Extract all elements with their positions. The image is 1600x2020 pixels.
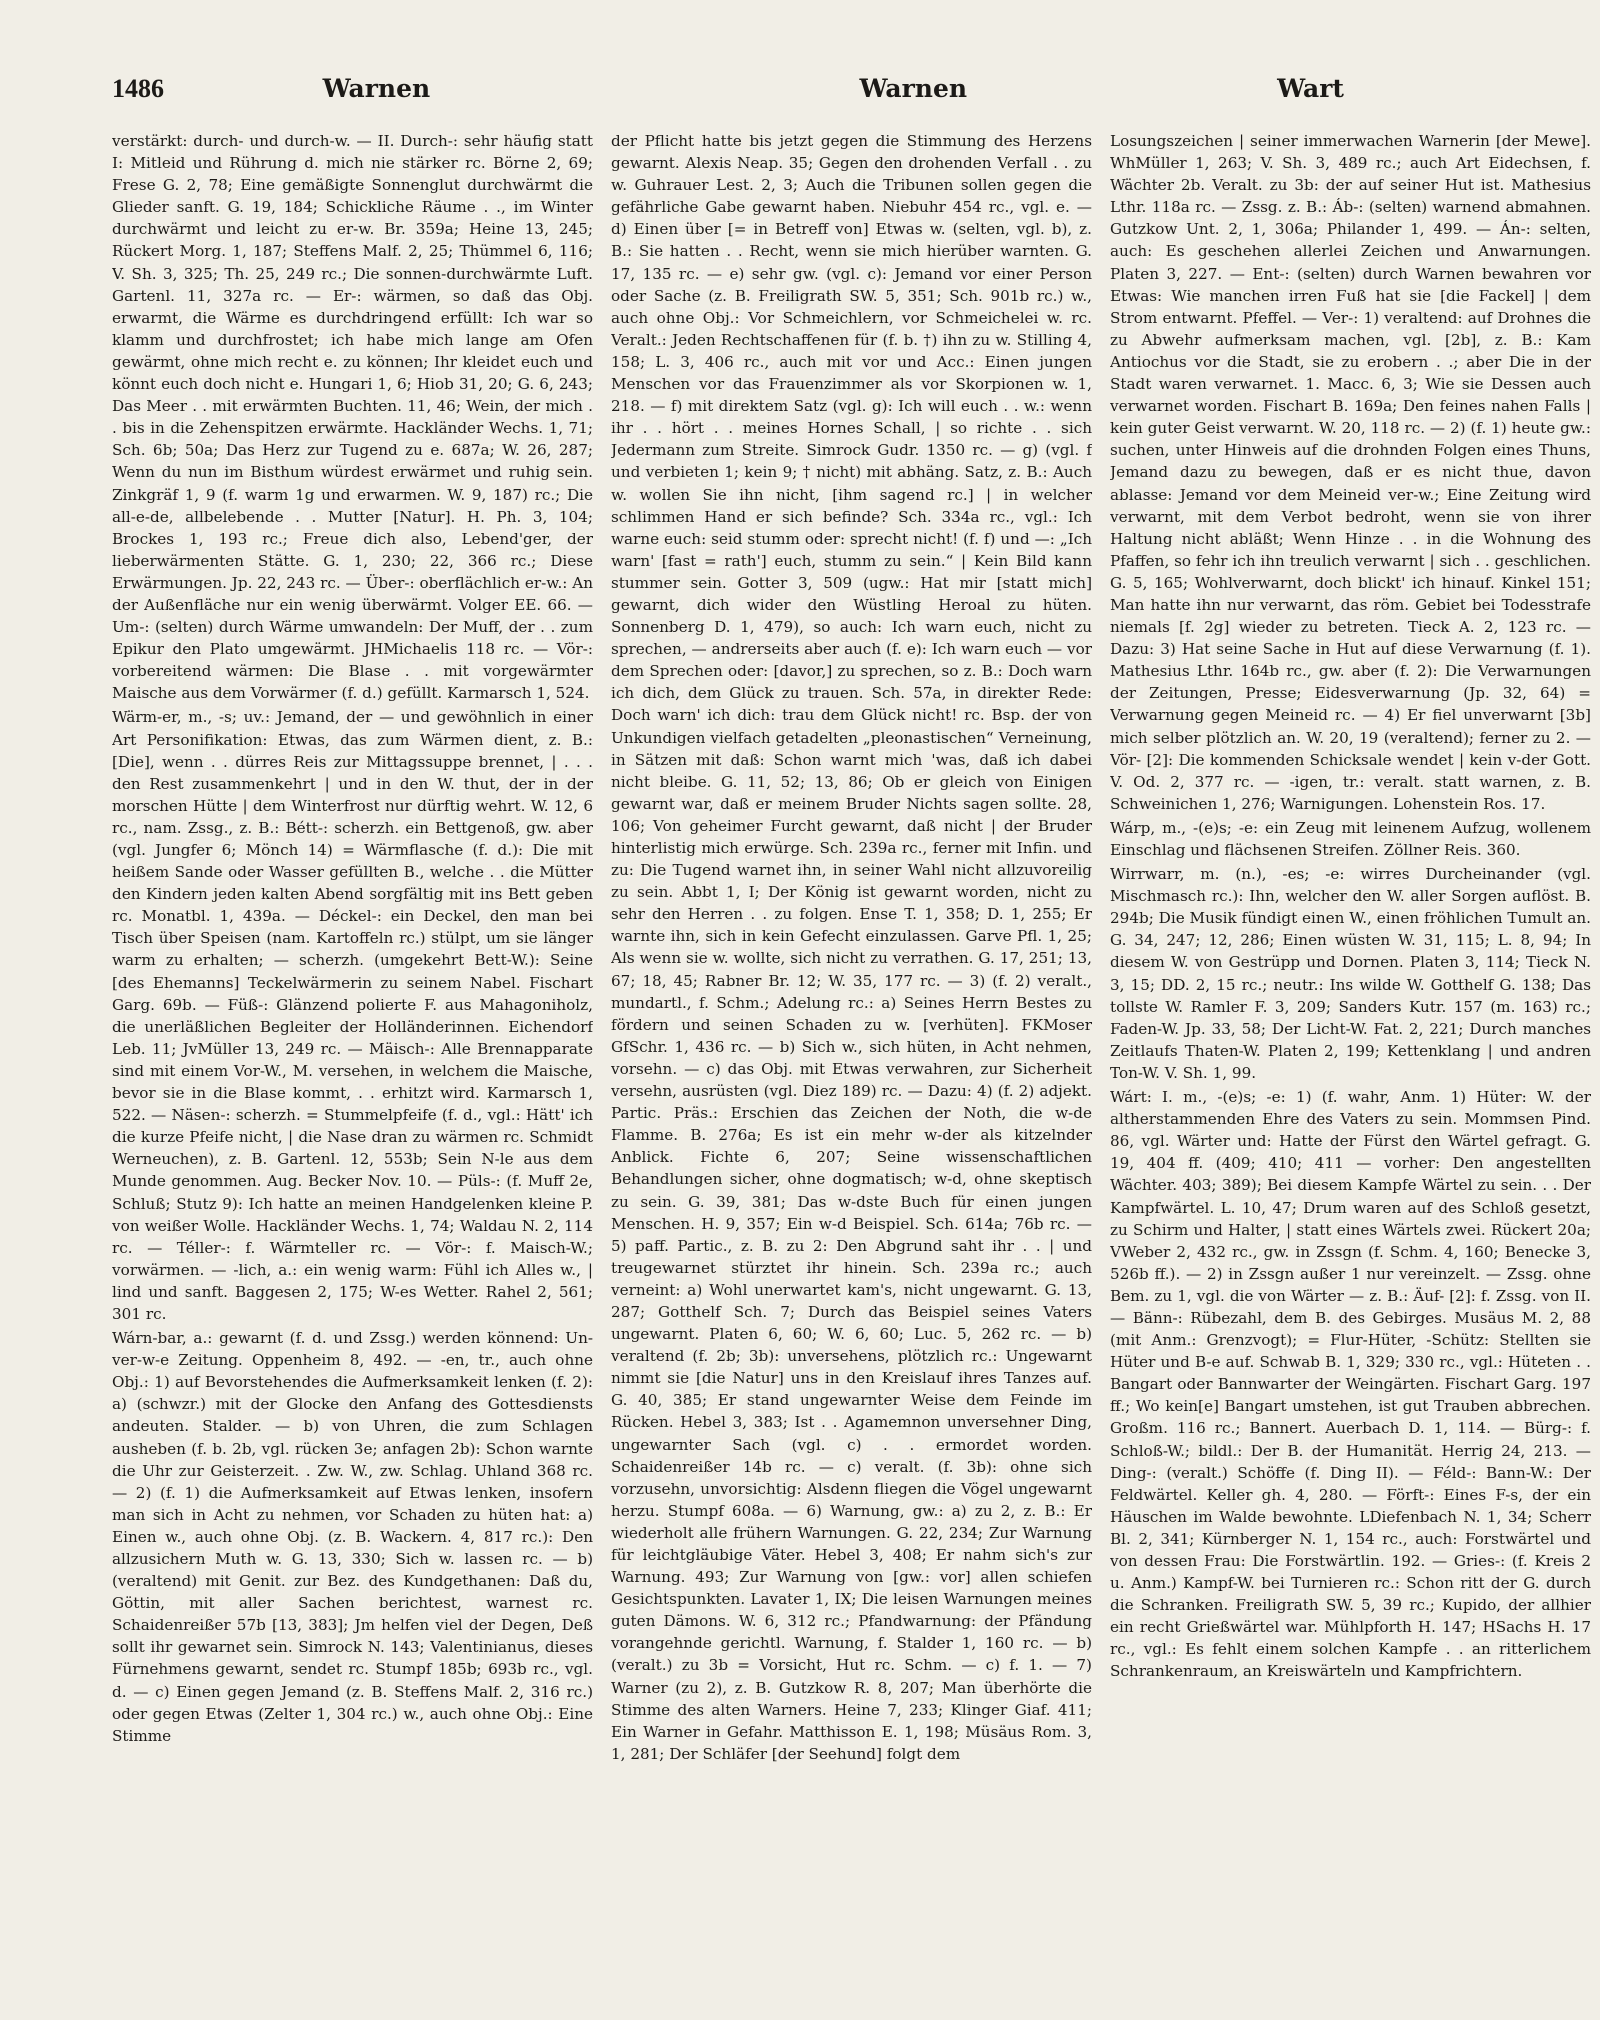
entry-paragraph: Wárt: I. m., -(e)s; -e: 1) (f. wahr, Anm. 1) Hüter: W. der altherstammenden Ehre des Vaters zu sein. Mommsen Pind. 86, vgl. Wärter und: Hatte der Fürst den Wärtel gefragt. G. 19, 404 ff. (409; 410; 411 — vorher: Den angestellten Wächter. 403; 389); Bei diesem Kampfe Wärtel zu sein. . . Der Kampfwärtel. L. 10, 47; Drum waren auf des Schloß gesetzt, zu Schirm und Halter, | statt eines Wärtels zwei. Rückert 20a; VWeber 2, 432 rc., gw. in Zssgn (f. Schm. 4, 160; Benecke 3, 526b ff.). — 2) in Zssgn außer 1 nur vereinzelt. — Zssg. ohne Bem. zu 1, vgl. die von Wärter — z. B.: Äuf- [2]: f. Zssg. von II. — Bänn-: Rübezahl, dem B. des Gebirges. Musäus M. 2, 88 (mit Anm.: Grenzvogt); = Flur-Hüter, -Schütz: Stellten sie Hüter und B-e auf. Schwab B. 1, 329; 330 rc., vgl.: Hüteten . . Bangart oder Bannwarter der Weingärten. Fischart Garg. 197 ff.; Wo kein[e] Bangart umstehen, ist gut Trauben abbrechen. Großm. 116 rc.; Bannert. Auerbach D. 1, 114. — Bürg-: f. Schloß-W.; bildl.: Der B. der Humanität. Herrig 24, 213. — Ding-: (veralt.) Schöffe (f. Ding II). — Féld-: Bann-W.: Der Feldwärtel. Keller gh. 4, 280. — Förft-: Eines F-s, der ein Häuschen im Walde bewohnte. LDiefenbach N. 1, 34; Scherr Bl. 2, 341; Kürnberger N. 1, 154 rc., auch: Forstwärtel und von dessen Frau: Die Forstwärtlin. 192. — Gries-: (f. Kreis 2 u. Anm.) Kampf-W. bei Turnieren rc.: Schon ritt der G. durch die Schranken. Freiligrath SW. 5, 39 rc.; Kupido, der allhier ein recht Grießwärtel war. Mühlpforth H. 147; HSachs H. 17 rc., vgl.: Es fehlt einem solchen Kampfe . . an ritterlichem Schrankenraum, an Kreiswärteln und Kampfrichtern. (1110, 1088, 1591, 1681)
entry-paragraph: Wárn-bar, a.: gewarnt (f. d. und Zssg.) werden könnend: Un-ver-w-e Zeitung. Oppenheim 8, 492. — -en, tr., auch ohne Obj.: 1) auf Bevorstehendes die Aufmerksamkeit lenken (f. 2): a) (schwzr.) mit der Glocke den Anfang des Gottesdiensts andeuten. Stalder. — b) von Uhren, die zum Schlagen ausheben (f. b. 2b, vgl. rücken 3e; anfagen 2b): Schon warnte die Uhr zur Geisterzeit. . Zw. W., zw. Schlag. Uhland 368 rc. — 2) (f. 1) die Aufmerksamkeit auf Etwas lenken, insofern man sich in Acht zu nehmen, vor Schaden zu hüten hat: a) Einen w., auch ohne Obj. (z. B. Wackern. 4, 817 rc.): Den allzusichern Muth w. G. 13, 330; Sich w. lassen rc. — b) (veraltend) mit Genit. zur Bez. des Kundgethanen: Daß du, Göttin, mit aller Sachen berichtest, warnest rc. Schaidenreißer 57b [13, 383]; Jm helfen viel der Degen, Deß sollt ihr gewarnet sein. Simrock N. 143; Valentinianus, dieses Fürnehmens gewarnt, sendet rc. Stumpf 185b; 693b rc., vgl. d. — c) Einen gegen Jemand (z. B. Steffens Malf. 2, 316 rc.) oder gegen Etwas (Zelter 1, 304 rc.) w., auch ohne Obj.: Eine Stimme (112, 1329, 593, 1745)
entry-paragraph: verstärkt: durch- und durch-w. — II. Durch-: sehr häufig statt I: Mitleid und Rührung d. mich nie stärker rc. Börne 2, 69; Frese G. 2, 78; Eine gemäßigte Sonnenglut durchwärmt die Glieder sanft. G. 19, 184; Schickliche Räume . ., im Winter durchwärmt und leicht zu er-w. Br. 359a; Heine 13, 245; Rückert Morg. 1, 187; Steffens Malf. 2, 25; Thümmel 6, 116; V. Sh. 3, 325; Th. 25, 249 rc.; Die sonnen-durchwärmte Luft. Gartenl. 11, 327a rc. — Er-: wärmen, so daß das Obj. erwarmt, die Wärme es durchdringend erfüllt: Ich war so klamm und durchfrostet; ich habe mich lange am Ofen gewärmt, ohne mich recht e. zu können; Ihr kleidet euch und könnt euch doch nicht e. Hungari 1, 6; Hiob 31, 20; G. 6, 243; Das Meer . . mit erwärmten Buchten. 11, 46; Wein, der mich . . bis in die Zehenspitzen erwärmte. Hackländer Wechs. 1, 71; Sch. 6b; 50a; Das Herz zur Tugend zu e. 687a; W. 26, 287; Wenn du nun im Bisthum würdest erwärmet und ruhig sein. Zinkgräf 1, 9 (f. warm 1g und erwarmen. W. 9, 187) rc.; Die all-e-de, allbelebende . . Mutter [Natur]. H. Ph. 3, 104; Brockes 1, 193 rc.; Freue dich also, Lebend'ger, der lieberwärmenten Stätte. G. 1, 230; 22, 366 rc.; Diese Erwärmungen. Jp. 22, 243 rc. — Über-: oberflächlich er-w.: An der Außenfläche nur ein wenig überwärmt. Volger EE. 66. — Um-: (selten) durch Wärme umwandeln: Der Muff, der . . zum Epikur den Plato umgewärmt. JHMichaelis 118 rc. — Vör-: vorbereitend wärmen: Die Blase . . mit vorgewärmter Maische aus dem Vorwärmer (f. d.) gefüllt. Karmarsch 1, 524. (112, 132, 593, 703)
entry-paragraph: Wärm-er, m., -s; uv.: Jemand, der — und gewöhnlich in einer Art Personifikation: Etwas, das zum Wärmen dient, z. B.: [Die], wenn . . dürres Reis zur Mittagssuppe brennet, | . . . den Rest zusammenkehrt | und in den W. thut, der in der morschen Hütte | dem Winterfrost nur dürftig wehrt. W. 12, 6 rc., nam. Zssg., z. B.: Bétt-: scherzh. ein Bettgenoß, gw. aber (vgl. Jungfer 6; Mönch 14) = Wärmflasche (f. d.): Die mit heißem Sande oder Wasser gefüllten B., welche . . die Mütter den Kindern jeden kalten Abend sorgfältig mit ins Bett geben rc. Monatbl. 1, 439a. — Déckel-: ein Deckel, den man bei Tisch über Speisen (nam. Kartoffeln rc.) stülpt, um sie länger warm zu erhalten; — scherzh. (umgekehrt Bett-W.): Seine [des Ehemanns] Teckelwärmerin zu seinem Nabel. Fischart Garg. 69b. — Füß-: Glänzend polierte F. aus Mahagoniholz, die unerläßlichen Begleiter der Holländerinnen. Eichendorf Leb. 11; JvMüller 13, 249 rc. — Mäisch-: Alle Brennapparate sind mit einem Vor-W., M. versehen, in welchem die Maische, bevor sie in die Blase kommt, . . erhitzt wird. Karmarsch 1, 522. — Näsen-: scherzh. = Stummelpfeife (f. d., vgl.: Hätt' ich die kurze Pfeife nicht, | die Nase dran zu wärmen rc. Schmidt Werneuchen), z. B. Gartenl. 12, 553b; Sein N-le aus dem Munde genommen. Aug. Becker Nov. 10. — Püls-: (f. Muff 2e, Schluß; Stutz 9): Ich hatte an meinen Handgelenken kleine P. von weißer Wolle. Hackländer Wechs. 1, 74; Waldau N. 2, 114 rc. — Téller-: f. Wärmteller rc. — Vör-: f. Maisch-W.; vorwärmen. — -lich, a.: ein wenig warm: Fühl ich Alles w., | lind und sanft. Baggesen 2, 175; W-es Wetter. Rahel 2, 561; 301 rc. (112, 708, 593, 1323)
page-number: 1486 (112, 74, 164, 103)
column-1 (112, 130, 593, 1990)
entry-paragraph: der Pflicht hatte bis jetzt gegen die Stimmung des Herzens gewarnt. Alexis Neap. 35; Gegen den drohenden Verfall . . zu w. Guhrauer Lest. 2, 3; Auch die Tribunen sollen gegen die gefährliche Gabe gewarnt haben. Niebuhr 454 rc., vgl. e. — d) Einen über [= in Betreff von] Etwas w. (selten, vgl. b), z. B.: Sie hatten . . Recht, wenn sie mich hierüber warnten. G. 17, 135 rc. — e) sehr gw. (vgl. c): Jemand vor einer Person oder Sache (z. B. Freiligrath SW. 5, 351; Sch. 901b rc.) w., auch ohne Obj.: Vor Schmeichlern, vor Schmeichelei w. rc. Veralt.: Jeden Rechtschaffenen für (f. b. †) ihn zu w. Stilling 4, 158; L. 3, 406 rc., auch mit vor und Acc.: Einen jungen Menschen vor das Frauenzimmer als vor Skorpionen w. 1, 218. — f) mit direktem Satz (vgl. g): Ich will euch . . w.: wenn ihr . . hört . . meines Hornes Schall, | so richte . . sich Jedermann zum Streite. Simrock Gudr. 1350 rc. — g) (vgl. f und verbieten 1; kein 9; † nicht) mit abhäng. Satz, z. B.: Auch w. wollen Sie ihn nicht, [ihm sagend rc.] | in welcher schlimmen Hand er sich befinde? Sch. 334a rc., vgl.: Ich warne euch: seid stumm oder: sprecht nicht! (f. f) und —: „Ich warn' [fast = rath'] euch, stumm zu sein.“ | Kein Bild kann stummer sein. Gotter 3, 509 (ugw.: Hat mir [statt mich] gewarnt, dich wider den Wüstling Heroal zu hüten. Sonnenberg D. 1, 479), so auch: Ich warn euch, nicht zu sprechen, — andrerseits aber auch (f. e): Ich warn euch — vor dem Sprechen oder: [davor,] zu sprechen, so z. B.: Doch warn ich dich, dem Glück zu trauen. Sch. 57a, in direkter Rede: Doch warn' ich dich: trau dem Glück nicht! rc. Bsp. der von Unkundigen vielfach getadelten „pleonastischen“ Verneinung, in Sätzen mit daß: Schon warnt mich 'was, daß ich dabei nicht bleibe. G. 11, 52; 13, 86; Ob er gleich von Einigen gewarnt war, daß er meinem Bruder Nichts sagen sollte. 28, 106; Von geheimer Furcht gewarnt, daß nicht | der Bruder hinterlistig mich erwürge. Sch. 239a rc., ferner mit Infin. und zu: Die Tugend warnet ihn, in seiner Wahl nicht allzuvoreilig zu sein. Abbt 1, I; Der König ist gewarnt worden, nicht zu sehr den Herren . . zu folgen. Ense T. 1, 358; D. 1, 255; Er warnte ihn, sich in kein Gefecht einzulassen. Garve Pfl. 1, 25; Als wenn sie w. wollte, sich nicht zu verrathen. G. 17, 251; 13, 67; 18, 45; Rabner Br. 12; W. 35, 177 rc. — 3) (f. 2) veralt., mundartl., f. Schm.; Adelung rc.: a) Seines Herrn Bestes zu fördern und seinen Schaden zu w. [verhüten]. FKMoser GfSchr. 1, 436 rc. — b) Sich w., sich hüten, in Acht nehmen, vorsehn. — c) das Obj. mit Etwas verwahren, zur Sicherheit versehn, ausrüsten (vgl. Diez 189) rc. — Dazu: 4) (f. 2) adjekt. Partic. Präs.: Erschien das Zeichen der Noth, die w-de Flamme. B. 276a; Es ist ein mehr w-der als kitzelnder Anblick. Fichte 6, 207; Seine wissenschaftlichen Behandlungen sicher, ohne dogmatisch; w-d, ohne skeptisch zu sein. G. 39, 381; Das w-dste Buch für einen jungen Menschen. H. 9, 357; Ein w-d Beispiel. Sch. 614a; 76b rc. — 5) paff. Partic., z. B. zu 2: Den Abgrund saht ihr . . | und treugewarnet stürztet ihr hinein. Sch. 239a rc.; auch verneint: a) Wohl unerwartet kam's, nicht ungewarnt. G. 13, 287; Gotthelf Sch. 7; Durch das Beispiel seines Vaters ungewarnt. Platen 6, 60; W. 6, 60; Luc. 5, 262 rc. — b) veraltend (f. 2b; 3b): unversehens, plötzlich rc.: Ungewarnt nimmt sie [die Natur] uns in den Kreislauf ihres Tanzes auf. G. 40, 385; Er stand ungewarnter Weise dem Feinde im Rücken. Hebel 3, 383; Ist . . Agamemnon unversehner Ding, ungewarnter Sach (vgl. c) . . ermordet worden. Schaidenreißer 14b rc. — c) veralt. (f. 3b): ohne sich vorzusehn, unvorsichtig: Alsdenn fliegen die Vögel ungewarnt herzu. Stumpf 608a. — 6) Warnung, gw.: a) zu 2, z. B.: Er wiederholt alle frühern Warnungen. G. 22, 234; Zur Warnung für leichtgläubige Väter. Hebel 3, 408; Er nahm sich's zur Warnung. 493; Zur Warnung von [gw.: vor] allen schiefen Gesichtspunkten. Lavater 1, IX; Die leisen Warnungen meines guten Dämons. W. 6, 312 rc.; Pfandwarnung: der Pfändung vorangehnde gerichtl. Warnung, f. Stalder 1, 160 rc. — b) (veralt.) zu 3b = Vorsicht, Hut rc. Schm. — c) f. 1. — 7) Warner (zu 2), z. B. Gutzkow R. 8, 207; Man überhörte die Stimme des alten Warners. Heine 7, 233; Klinger Giaf. 411; Ein Warner in Gefahr. Matthisson E. 1, 198; Müsäus Rom. 3, 1, 281; Der Schläfer [der Seehund] folgt dem (611, 132, 1092, 1763)
left-running-headword: Warnen (322, 74, 431, 103)
entry-paragraph: Losungszeichen | seiner immerwachen Warnerin [der Mewe]. WhMüller 1, 263; V. Sh. 3, 489 rc.; auch Art Eidechsen, f. Wächter 2b. Veralt. zu 3b: der auf seiner Hut ist. Mathesius Lthr. 118a rc. — Zssg. z. B.: Áb-: (selten) warnend abmahnen. Gutzkow Unt. 2, 1, 306a; Philander 1, 499. — Án-: selten, auch: Es geschehen allerlei Zeichen und Anwarnungen. Platen 3, 227. — Ent-: (selten) durch Warnen bewahren vor Etwas: Wie manchen irren Fuß hat sie [die Fackel] | dem Strom entwarnt. Pfeffel. — Ver-: 1) veraltend: auf Drohnes die zu Abwehr aufmerksam machen, vgl. [2b], z. B.: Kam Antiochus vor die Stadt, sie zu erobern . .; aber Die in der Stadt waren verwarnet. 1. Macc. 6, 3; Wie sie Dessen auch verwarnet worden. Fischart B. 169a; Den feines nahen Falls | kein guter Geist verwarnt. W. 20, 118 rc. — 2) (f. 1) heute gw.: suchen, unter Hinweis auf die drohnden Folgen eines Thuns, Jemand dazu zu bewegen, daß er es nicht thue, davon ablasse: Jemand vor dem Meineid ver-w.; Eine Zeitung wird verwarnt, mit dem Verbot bedroht, wenn sie von ihrer Haltung nicht abläßt; Wenn Hinze . . in die Wohnung des Pfaffen, so fehr ich ihn treulich verwarnt | sich . . geschlichen. G. 5, 165; Wohlverwarnt, doch blickt' ich hinauf. Kinkel 151; Man hatte ihn nur verwarnt, das röm. Gebiet bei Todesstrafe niemals [f. 2g] wieder zu betreten. Tieck A. 2, 123 rc. — Dazu: 3) Hat seine Sache in Hut auf diese Verwarnung (f. 1). Mathesius Lthr. 164b rc., gw. aber (f. 2): Die Verwarnungen der Zeitungen, Presse; Eidesverwarnung (Jp. 32, 64) = Verwarnung gegen Meineid rc. — 4) Er fiel unverwarnt [3b] mich selber plötzlich an. W. 20, 19 (veraltend); ferner zu 2. — Vör- [2]: Die kommenden Schicksale wendet | kein v-der Gott. V. Od. 2, 377 rc. — -igen, tr.: veralt. statt warnen, z. B. Schweinichen 1, 276; Warnigungen. Lohenstein Ros. 17. (1110, 132, 1591, 813)
page-header (112, 74, 1344, 114)
center-running-headword: Warnen (859, 74, 968, 103)
entry-paragraph: Wirrwarr, m. (n.), -es; -e: wirres Durcheinander (vgl. Mischmasch rc.): Ihn, welcher den W. aller Sorgen auflöst. B. 294b; Die Musik fündigt einen W., einen fröhlichen Tumult an. G. 34, 247; 12, 286; Einen wüsten W. 31, 115; L. 8, 94; In diesem W. von Gestrüpp und Dornen. Platen 3, 114; Tieck N. 3, 15; DD. 2, 15 rc.; neutr.: Ins wilde W. Gotthelf G. 138; Das tollste W. Ramler F. 3, 209; Sanders Kutr. 157 (m. 163) rc.; Faden-W. Jp. 33, 58; Der Licht-W. Fat. 2, 221; Durch manches Zeitlaufs Thaten-W. Platen 2, 199; Kettenklang | und andren Ton-W. V. Sh. 1, 99. (1110, 865, 1591, 1082)
column-3 (1110, 130, 1591, 1990)
right-running-headword: Wart (1277, 74, 1344, 103)
column-2 (611, 130, 1092, 1990)
text-columns (112, 130, 1592, 1990)
entry-paragraph: Wárp, m., -(e)s; -e: ein Zeug mit leinenem Aufzug, wollenem Einschlag und flächsenen Streifen. Zöllner Reis. 360. (1110, 818, 1591, 859)
